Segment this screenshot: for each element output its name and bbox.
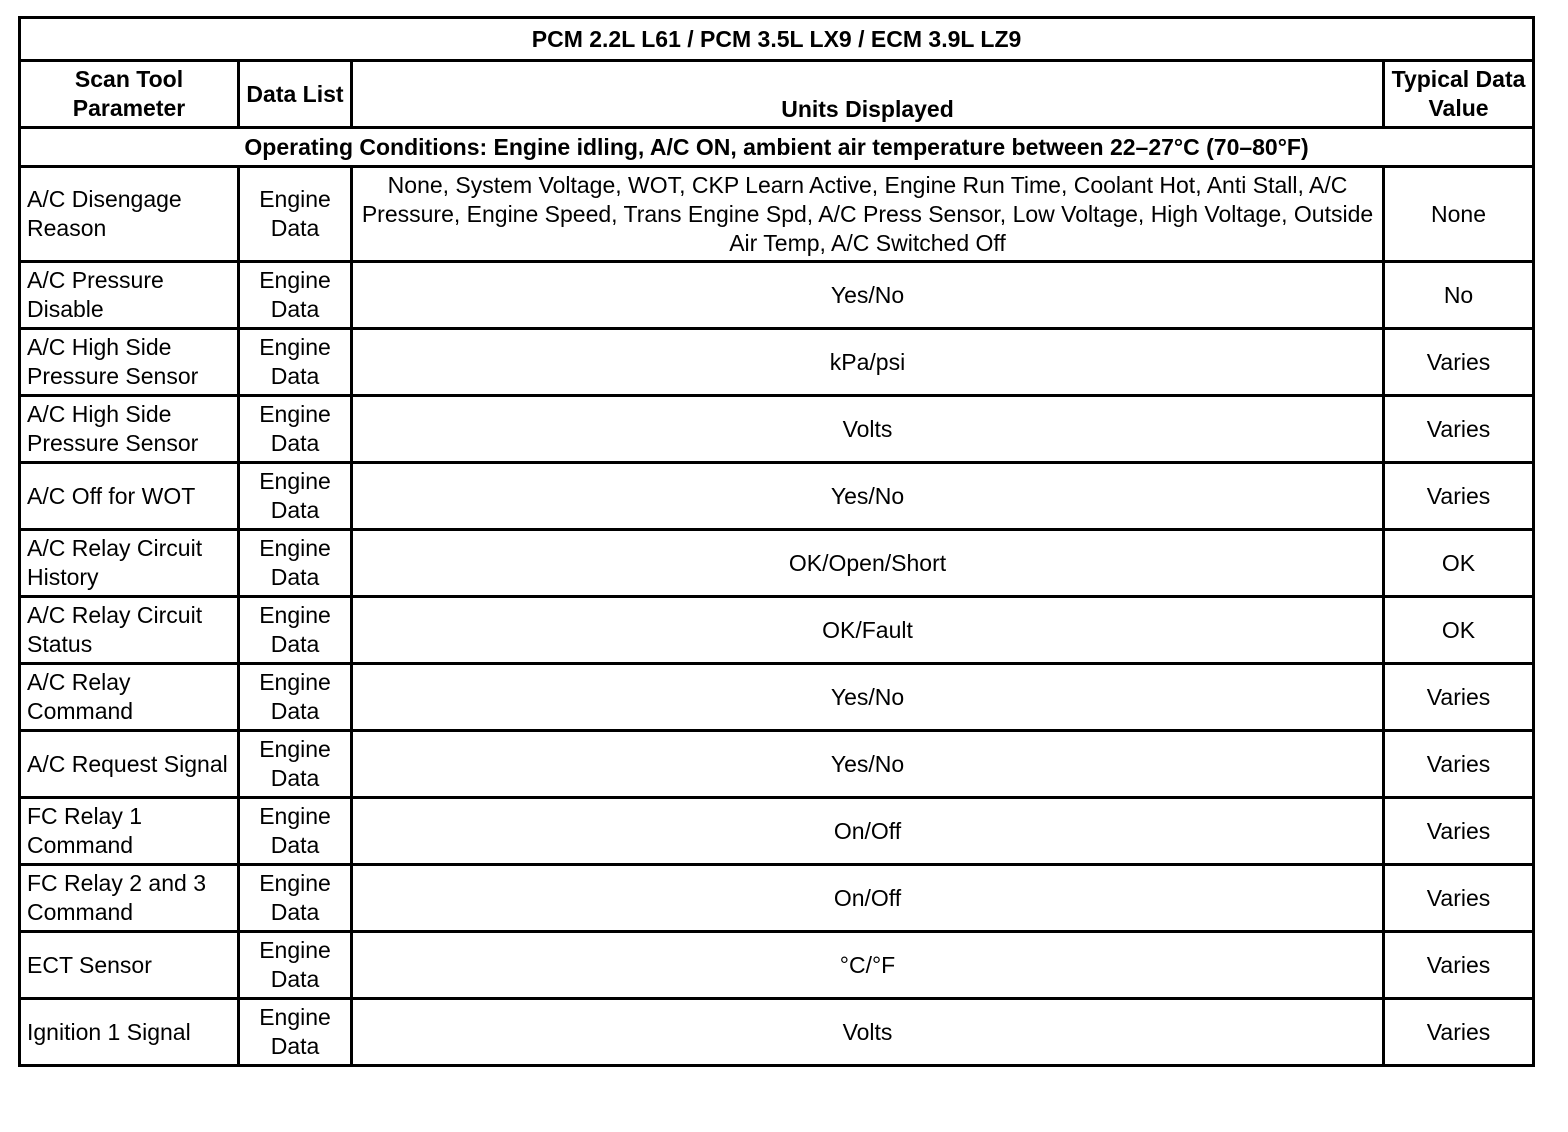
typical-value-cell: OK <box>1384 597 1534 664</box>
units-cell: On/Off <box>352 865 1384 932</box>
scan-tool-data-table <box>18 16 1535 1067</box>
parameter-cell: FC Relay 2 and 3 Command <box>20 865 239 932</box>
units-cell: None, System Voltage, WOT, CKP Learn Active, Engine Run Time, Coolant Hot, Anti Stall, A/C Pressure, Engine Speed, Trans Engine Spd, A/C Press Sensor, Low Voltage, High Voltage, Outside Air Temp, A/C Switched Off <box>352 167 1384 262</box>
parameter-cell: A/C Pressure Disable <box>20 262 239 329</box>
typical-value-cell: Varies <box>1384 731 1534 798</box>
units-cell: On/Off <box>352 798 1384 865</box>
parameter-cell: A/C Relay Command <box>20 664 239 731</box>
typical-value-cell: None <box>1384 167 1534 262</box>
table-title: PCM 2.2L L61 / PCM 3.5L LX9 / ECM 3.9L LZ9 <box>20 18 1534 61</box>
table-row <box>20 329 1534 396</box>
parameter-cell: ECT Sensor <box>20 932 239 999</box>
parameter-cell: A/C High Side Pressure Sensor <box>20 329 239 396</box>
table-row <box>20 999 1534 1066</box>
data-list-cell: Engine Data <box>239 167 352 262</box>
table-row <box>20 664 1534 731</box>
data-list-cell: Engine Data <box>239 999 352 1066</box>
data-list-cell: Engine Data <box>239 530 352 597</box>
data-list-cell: Engine Data <box>239 262 352 329</box>
units-cell: Volts <box>352 396 1384 463</box>
data-list-cell: Engine Data <box>239 731 352 798</box>
units-cell: kPa/psi <box>352 329 1384 396</box>
typical-value-cell: Varies <box>1384 329 1534 396</box>
units-cell: Volts <box>352 999 1384 1066</box>
header-parameter: Scan Tool Parameter <box>20 61 239 128</box>
data-list-cell: Engine Data <box>239 463 352 530</box>
table-row <box>20 530 1534 597</box>
header-units: Units Displayed <box>352 61 1384 128</box>
units-cell: OK/Open/Short <box>352 530 1384 597</box>
typical-value-cell: Varies <box>1384 396 1534 463</box>
parameter-cell: FC Relay 1 Command <box>20 798 239 865</box>
typical-value-cell: Varies <box>1384 798 1534 865</box>
typical-value-cell: Varies <box>1384 865 1534 932</box>
data-list-cell: Engine Data <box>239 664 352 731</box>
data-list-cell: Engine Data <box>239 865 352 932</box>
data-list-cell: Engine Data <box>239 932 352 999</box>
table-row <box>20 262 1534 329</box>
table-row <box>20 932 1534 999</box>
parameter-cell: Ignition 1 Signal <box>20 999 239 1066</box>
units-cell: Yes/No <box>352 731 1384 798</box>
parameter-cell: A/C Relay Circuit Status <box>20 597 239 664</box>
parameter-cell: A/C Disengage Reason <box>20 167 239 262</box>
parameter-cell: A/C Off for WOT <box>20 463 239 530</box>
units-cell: Yes/No <box>352 463 1384 530</box>
units-cell: °C/°F <box>352 932 1384 999</box>
typical-value-cell: Varies <box>1384 999 1534 1066</box>
header-data-list: Data List <box>239 61 352 128</box>
typical-value-cell: OK <box>1384 530 1534 597</box>
data-list-cell: Engine Data <box>239 396 352 463</box>
typical-value-cell: Varies <box>1384 664 1534 731</box>
parameter-cell: A/C Request Signal <box>20 731 239 798</box>
parameter-cell: A/C Relay Circuit History <box>20 530 239 597</box>
table-row <box>20 597 1534 664</box>
units-cell: Yes/No <box>352 664 1384 731</box>
units-cell: Yes/No <box>352 262 1384 329</box>
table-row <box>20 798 1534 865</box>
typical-value-cell: Varies <box>1384 932 1534 999</box>
table-row <box>20 731 1534 798</box>
typical-value-cell: Varies <box>1384 463 1534 530</box>
data-list-cell: Engine Data <box>239 798 352 865</box>
table-row <box>20 396 1534 463</box>
data-list-cell: Engine Data <box>239 329 352 396</box>
data-list-cell: Engine Data <box>239 597 352 664</box>
table-row <box>20 167 1534 262</box>
table-row <box>20 463 1534 530</box>
table-row <box>20 865 1534 932</box>
units-cell: OK/Fault <box>352 597 1384 664</box>
header-row <box>20 61 1534 128</box>
header-typical-value: Typical Data Value <box>1384 61 1534 128</box>
operating-conditions: Operating Conditions: Engine idling, A/C ON, ambient air temperature between 22–27°C (70–80°F) <box>20 128 1534 167</box>
parameter-cell: A/C High Side Pressure Sensor <box>20 396 239 463</box>
typical-value-cell: No <box>1384 262 1534 329</box>
